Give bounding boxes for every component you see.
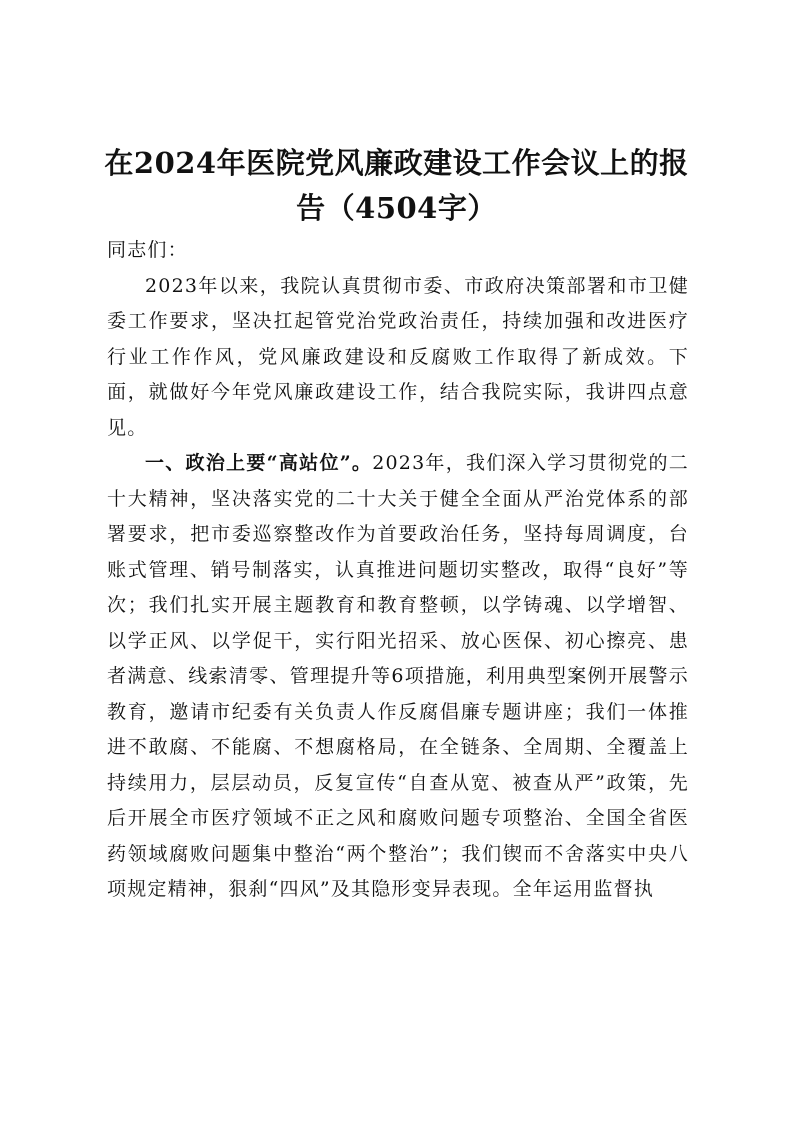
- section-1-paragraph: [107, 446, 689, 908]
- intro-paragraph: 2023年以来，我院认真贯彻市委、市政府决策部署和市卫健委工作要求，坚决扛起管党治党政治责任，持续加强和改进医疗行业工作作风，党风廉政建设和反腐败工作取得了新成效。下面，就做好今年党风廉政建设工作，结合我院实际，我讲四点意见。: [107, 274, 689, 439]
- document-body: [107, 233, 689, 908]
- section-1-heading: 一、政治上要“高站位”。: [145, 452, 373, 474]
- section-1-body: 2023年，我们深入学习贯彻党的二十大精神，坚决落实党的二十大关于健全全面从严治党体系的部署要求，把市委巡察整改作为首要政治任务，坚持每周调度，台账式管理、销号制落实，认真推进问题切实整改，取得“良好”等次；我们扎实开展主题教育和教育整顿，以学铸魂、以学增智、以学正风、以学促干，实行阳光招采、放心医保、初心擦亮、患者满意、线索清零、管理提升等6项措施，利用典型案例开展警示教育，邀请市纪委有关负责人作反腐倡廉专题讲座；我们一体推进不敢腐、不能腐、不想腐格局，在全链条、全周期、全覆盖上持续用力，层层动员，反复宣传“自查从宽、被查从严”政策，先后开展全市医疗领域不正之风和腐败问题专项整治、全国全省医药领域腐败问题集中整治“两个整治”；我们锲而不舍落实中央八项规定精神，狠刹“四风”及其隐形变异表现。全年运用监督执: [107, 452, 689, 900]
- document-title: 在2024年医院党风廉政建设工作会议上的报告（4504字）: [104, 146, 689, 225]
- salutation: 同志们：: [107, 239, 188, 261]
